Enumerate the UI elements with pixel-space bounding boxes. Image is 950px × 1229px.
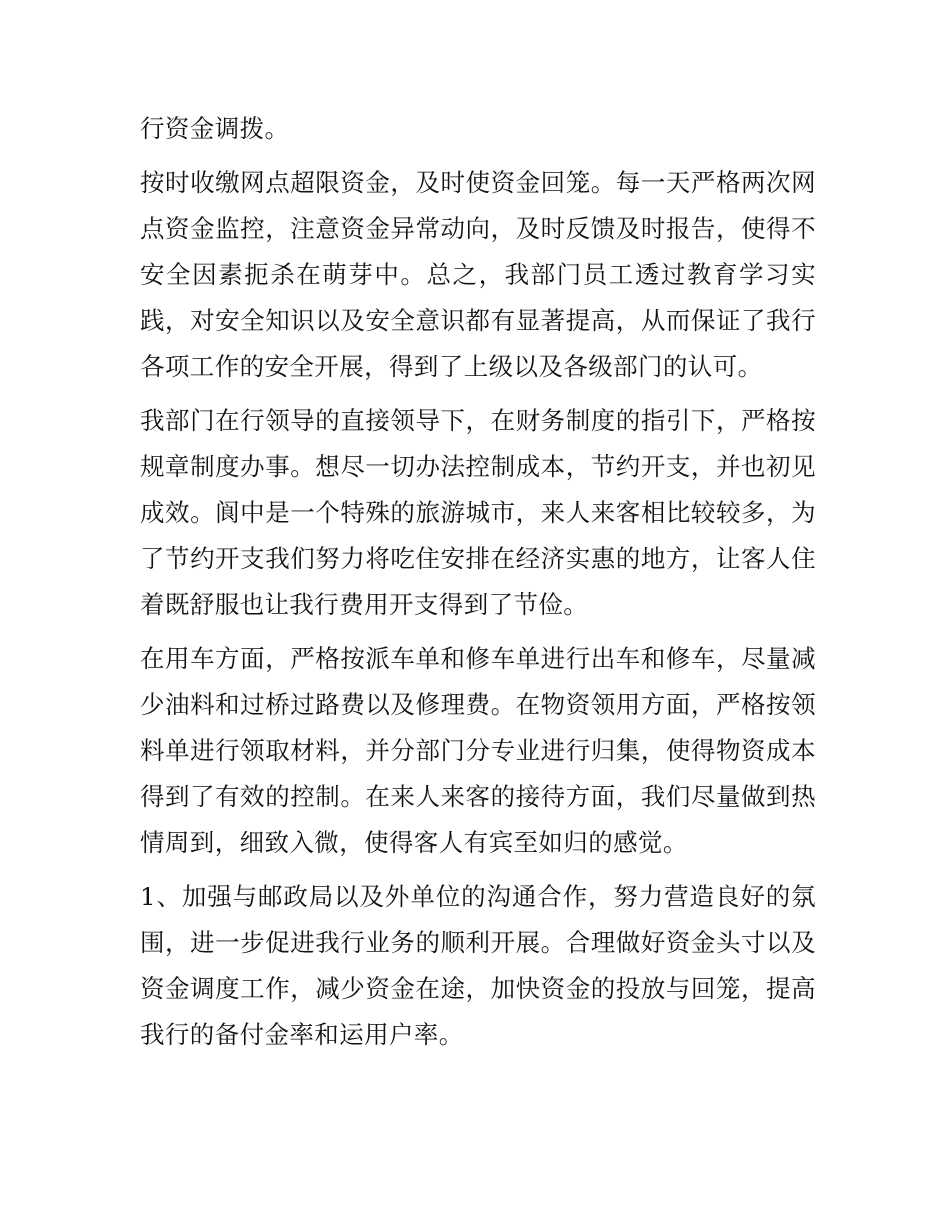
paragraph [140,106,816,152]
text-line: 在用车方面，严格按派车单和修车单进行出车和修车，尽量减 [140,644,816,673]
text-line: 少油料和过桥过路费以及修理费。在物资领用方面，严格按领 [140,690,816,719]
text-line: 着既舒服也让我行费用开支得到了节俭。 [140,590,589,619]
text-line: 资金调度工作，减少资金在途，加快资金的投放与回笼，提高 [140,974,816,1003]
text-line: 成效。阆中是一个特殊的旅游城市，来人来客相比较较多，为 [140,498,816,527]
document-body [140,106,816,1058]
text-line: 得到了有效的控制。在来人来客的接待方面，我们尽量做到热 [140,782,816,811]
text-line: 行资金调拨。 [140,114,290,143]
text-line: 按时收缴网点超限资金，及时使资金回笼。每一天严格两次网 [140,168,816,197]
paragraph [140,874,816,1058]
text-line: 安全因素扼杀在萌芽中。总之，我部门员工透过教育学习实 [140,260,816,289]
text-line: 我行的备付金率和运用户率。 [140,1020,464,1049]
text-line: 情周到，细致入微，使得客人有宾至如归的感觉。 [140,828,688,857]
text-line: 我部门在行领导的直接领导下，在财务制度的指引下，严格按 [140,406,816,435]
text-line: 点资金监控，注意资金异常动向，及时反馈及时报告，使得不 [140,214,816,243]
paragraph [140,636,816,866]
text-line: 围，进一步促进我行业务的顺利开展。合理做好资金头寸以及 [140,928,816,957]
text-line: 规章制度办事。想尽一切办法控制成本，节约开支，并也初见 [140,452,816,481]
text-line: 1、加强与邮政局以及外单位的沟通合作，努力营造良好的氛 [140,882,816,911]
text-line: 践，对安全知识以及安全意识都有显著提高，从而保证了我行 [140,306,816,335]
text-line: 了节约开支我们努力将吃住安排在经济实惠的地方，让客人住 [140,544,816,573]
text-line: 料单进行领取材料，并分部门分专业进行归集，使得物资成本 [140,736,816,765]
paragraph [140,398,816,628]
text-line: 各项工作的安全开展，得到了上级以及各级部门的认可。 [140,352,763,381]
paragraph [140,160,816,390]
